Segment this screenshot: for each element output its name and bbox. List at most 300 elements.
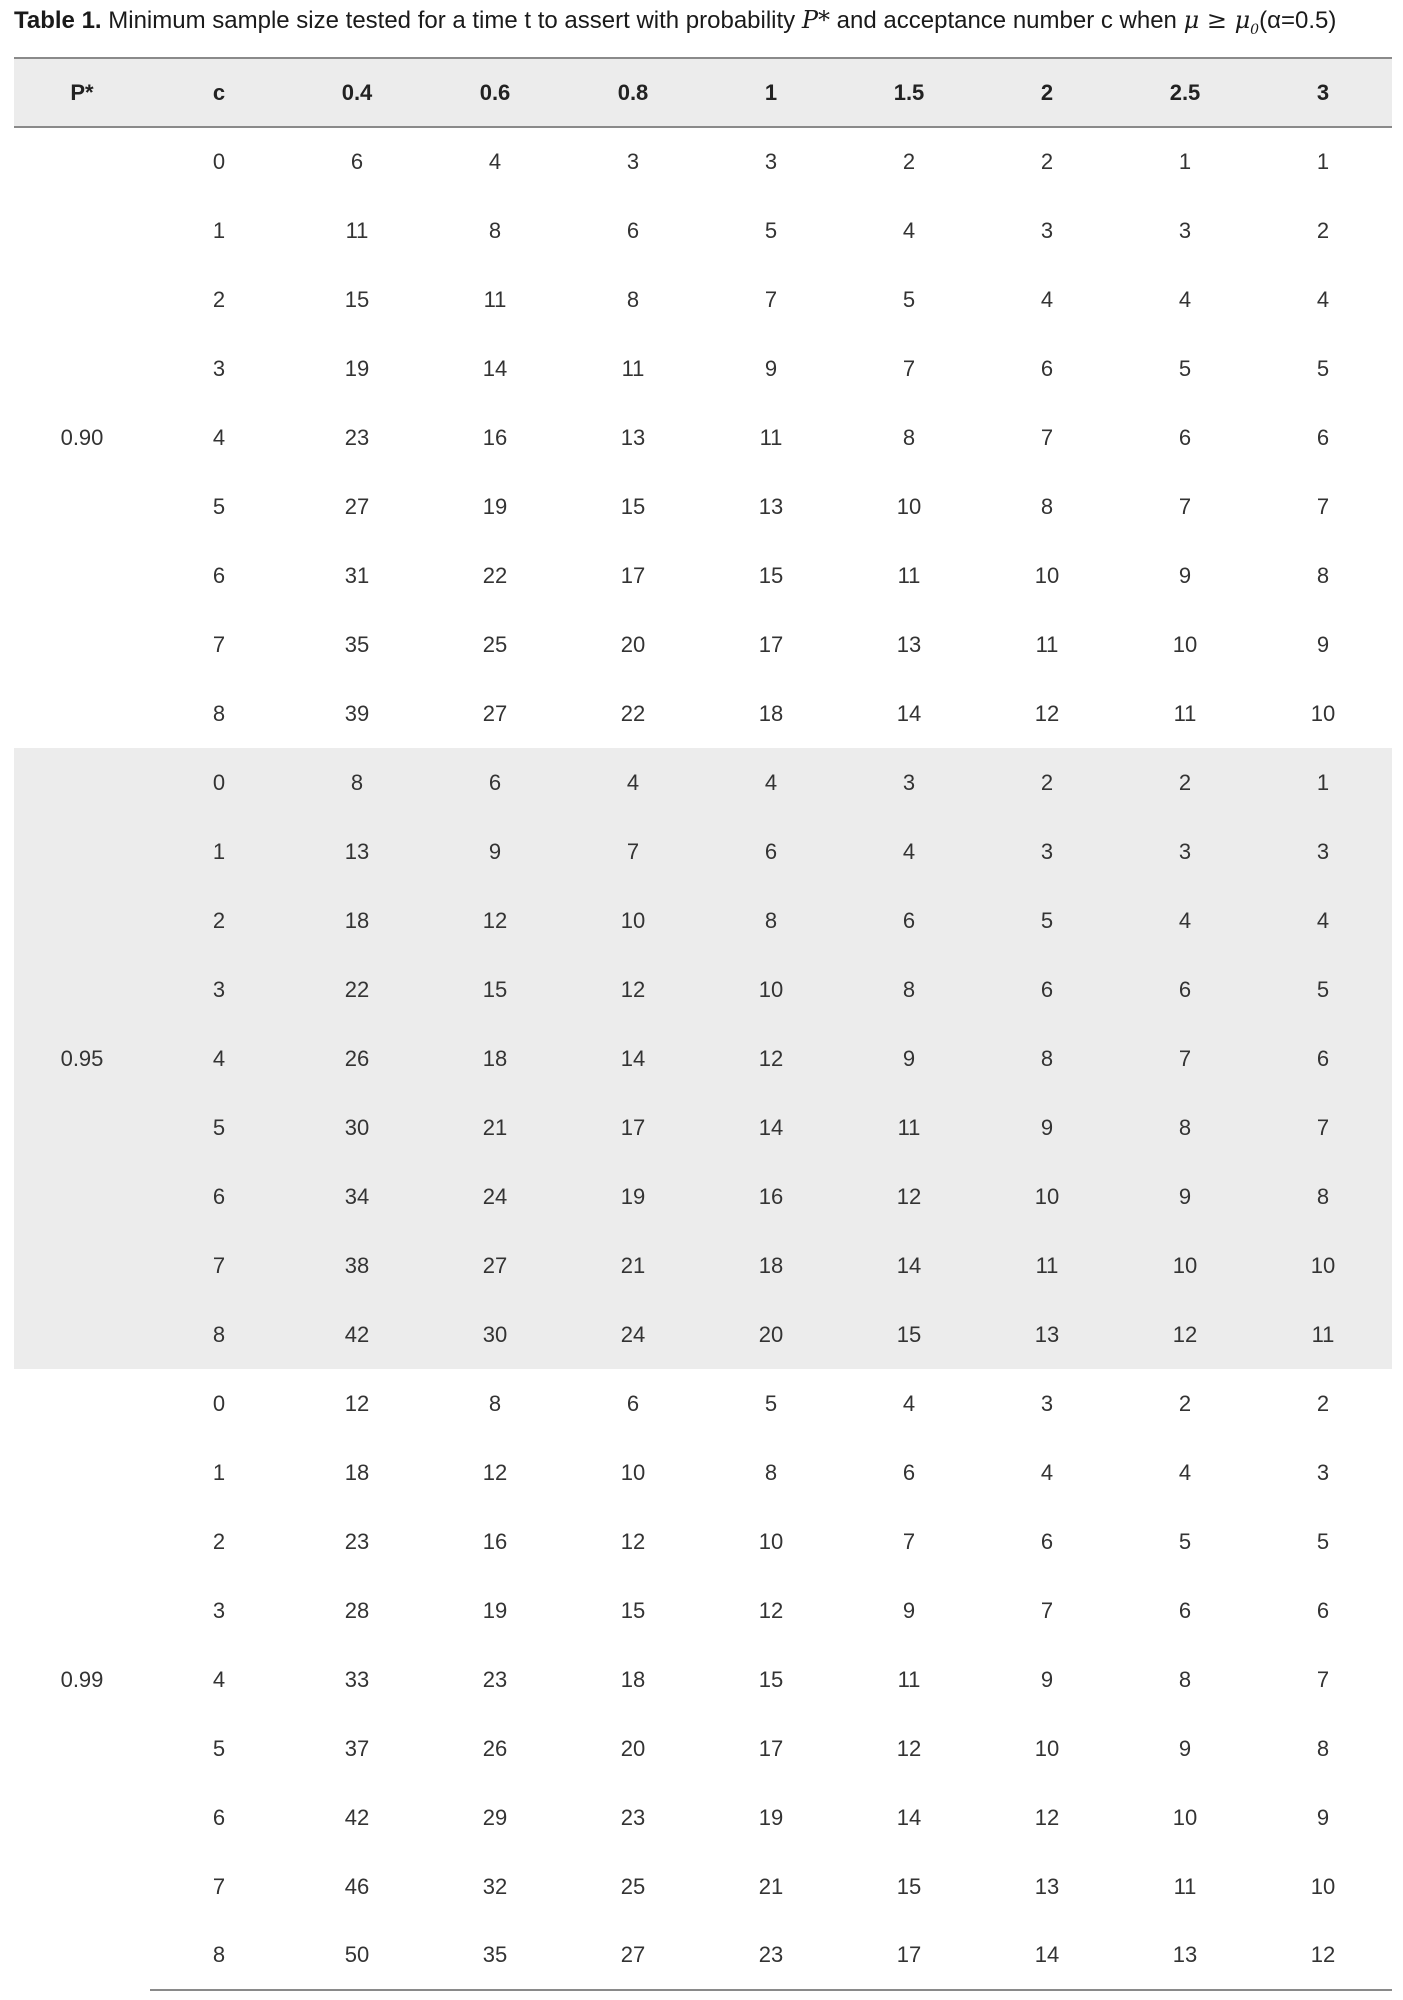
sample-size-cell: 8 (1040, 493, 1054, 519)
sample-size-cell: 15 (620, 493, 646, 519)
sample-size-cell: 12 (344, 1390, 370, 1416)
sample-size-cell: 4 (1316, 907, 1330, 933)
sample-size-cell: 4 (902, 217, 916, 243)
table-row (14, 1231, 1392, 1300)
sample-size-cell: 27 (344, 493, 370, 519)
sample-size-cell: 14 (896, 1804, 922, 1830)
sample-size-cell: 9 (1178, 562, 1192, 588)
group-090 (14, 127, 1392, 748)
sample-size-cell: 42 (344, 1321, 370, 1347)
table-row (14, 403, 1392, 472)
sample-size-cell: 8 (488, 217, 502, 243)
sample-size-cell: 25 (620, 1873, 646, 1899)
acceptance-number-cell: 0 (212, 769, 226, 795)
table-row (14, 127, 1392, 196)
sample-size-cell: 5 (1178, 1528, 1192, 1554)
sample-size-cell: 29 (482, 1804, 508, 1830)
sample-size-cell: 26 (482, 1735, 508, 1761)
sample-size-cell: 2 (1040, 769, 1054, 795)
column-header: 1.5 (840, 58, 978, 127)
sample-size-cell: 3 (1040, 1390, 1054, 1416)
sample-size-cell: 8 (902, 976, 916, 1002)
sample-size-cell: 14 (896, 1252, 922, 1278)
sample-size-cell: 14 (620, 1045, 646, 1071)
sample-size-cell: 23 (620, 1804, 646, 1830)
column-header: 0.6 (426, 58, 564, 127)
sample-size-cell: 7 (1040, 424, 1054, 450)
acceptance-number-cell: 2 (212, 1528, 226, 1554)
sample-size-cell: 15 (482, 976, 508, 1002)
table-row (14, 1024, 1392, 1093)
sample-size-cell: 3 (1178, 838, 1192, 864)
sample-size-cell: 11 (759, 424, 783, 450)
caption-text-middle: and acceptance number c when (830, 7, 1184, 34)
sample-size-cell: 14 (896, 700, 922, 726)
sample-size-cell: 5 (1316, 1528, 1330, 1554)
sample-size-cell: 4 (902, 838, 916, 864)
sample-size-cell: 9 (1178, 1183, 1192, 1209)
table-row (14, 541, 1392, 610)
sample-size-cell: 6 (1316, 1045, 1330, 1071)
sample-size-cell: 8 (626, 286, 640, 312)
sample-size-cell: 13 (1116, 1921, 1254, 1990)
acceptance-number-cell: 8 (150, 1921, 288, 1990)
caption-text-before: Minimum sample size tested for a time t to assert with probability (101, 7, 802, 34)
sample-size-cell: 7 (1316, 1666, 1330, 1692)
sample-size-cell: 16 (482, 424, 508, 450)
sample-size-cell: 8 (902, 424, 916, 450)
sample-size-cell: 10 (1310, 1252, 1336, 1278)
sample-size-cell: 10 (620, 1459, 646, 1485)
sample-size-cell: 9 (1316, 631, 1330, 657)
sample-size-cell: 10 (1172, 631, 1198, 657)
sample-size-cell: 6 (1040, 976, 1054, 1002)
caption-mu0-symbol: μ (1234, 6, 1251, 34)
table-caption (14, 2, 1394, 48)
table-row (14, 1438, 1392, 1507)
column-header: c (150, 58, 288, 127)
sample-size-cell: 3 (902, 769, 916, 795)
sample-size-cell: 17 (620, 562, 646, 588)
sample-size-cell: 9 (902, 1597, 916, 1623)
table-row (14, 1783, 1392, 1852)
sample-size-cell: 2 (1316, 217, 1330, 243)
sample-size-cell: 17 (758, 1735, 784, 1761)
acceptance-number-cell: 8 (212, 700, 226, 726)
acceptance-number-cell: 5 (212, 1114, 226, 1140)
sample-size-cell: 5 (764, 1390, 778, 1416)
sample-size-cell: 18 (758, 700, 784, 726)
acceptance-number-cell: 0 (212, 1390, 226, 1416)
sample-size-cell: 21 (620, 1252, 646, 1278)
sample-size-cell: 6 (1040, 1528, 1054, 1554)
sample-size-cell: 5 (902, 286, 916, 312)
table-row (14, 1369, 1392, 1438)
acceptance-number-cell: 6 (212, 562, 226, 588)
sample-size-cell: 23 (344, 1528, 370, 1554)
sample-size-cell: 10 (620, 907, 646, 933)
sample-size-cell: 6 (488, 769, 502, 795)
sample-size-cell: 7 (1316, 1114, 1330, 1140)
sample-size-cell: 13 (620, 424, 646, 450)
sample-size-cell: 4 (1178, 1459, 1192, 1485)
sample-size-cell: 4 (626, 769, 640, 795)
sample-size-cell: 12 (482, 1459, 508, 1485)
sample-size-cell: 30 (344, 1114, 370, 1140)
table-row (14, 1162, 1392, 1231)
sample-size-cell: 31 (344, 562, 370, 588)
sample-size-cell: 16 (758, 1183, 784, 1209)
pstar-cell: 0.99 (60, 1666, 104, 1692)
sample-size-cell: 18 (758, 1252, 784, 1278)
sample-size-cell: 10 (1034, 1735, 1060, 1761)
sample-size-cell: 15 (620, 1597, 646, 1623)
sample-size-cell: 16 (482, 1528, 508, 1554)
sample-size-cell: 18 (620, 1666, 646, 1692)
column-header: 1 (702, 58, 840, 127)
acceptance-number-cell: 7 (212, 1252, 226, 1278)
sample-size-cell: 12 (758, 1045, 784, 1071)
sample-size-cell: 7 (1316, 493, 1330, 519)
sample-size-cell: 9 (764, 355, 778, 381)
sample-size-cell: 11 (897, 562, 921, 588)
sample-size-cell: 24 (620, 1321, 646, 1347)
sample-size-cell: 20 (620, 631, 646, 657)
caption-pstar-symbol: P* (801, 6, 831, 34)
acceptance-number-cell: 1 (212, 838, 226, 864)
pstar-cell: 0.95 (60, 1045, 104, 1071)
sample-size-cell: 15 (896, 1321, 922, 1347)
sample-size-cell: 6 (1040, 355, 1054, 381)
acceptance-number-cell: 4 (212, 1045, 226, 1071)
acceptance-number-cell: 5 (212, 1735, 226, 1761)
sample-size-cell: 6 (1178, 976, 1192, 1002)
sample-size-cell: 6 (626, 217, 640, 243)
sample-size-cell: 9 (1316, 1804, 1330, 1830)
sample-size-cell: 8 (488, 1390, 502, 1416)
sample-size-cell: 19 (758, 1804, 784, 1830)
sample-size-cell: 2 (1178, 1390, 1192, 1416)
sample-size-cell: 6 (764, 838, 778, 864)
sample-size-cell: 8 (350, 769, 364, 795)
sample-size-cell: 11 (483, 286, 507, 312)
acceptance-number-cell: 1 (212, 1459, 226, 1485)
sample-size-cell: 8 (764, 907, 778, 933)
acceptance-number-cell: 6 (212, 1804, 226, 1830)
sample-size-cell: 2 (1316, 1390, 1330, 1416)
sample-size-cell: 11 (897, 1666, 921, 1692)
caption-mu-symbol: μ (1183, 6, 1200, 34)
sample-size-cell: 12 (758, 1597, 784, 1623)
sample-size-cell: 21 (482, 1114, 508, 1140)
sample-size-cell: 12 (896, 1735, 922, 1761)
table-row (14, 610, 1392, 679)
table-row (14, 1093, 1392, 1162)
sample-size-cell: 27 (482, 1252, 508, 1278)
sample-size-cell: 11 (1035, 631, 1059, 657)
acceptance-number-cell: 2 (212, 907, 226, 933)
group-095 (14, 748, 1392, 1369)
sample-size-cell: 13 (344, 838, 370, 864)
sample-size-cell: 15 (758, 1666, 784, 1692)
caption-alpha-text: (α=0.5) (1259, 7, 1337, 34)
table-row (14, 1645, 1392, 1714)
acceptance-number-cell: 3 (212, 976, 226, 1002)
sample-size-cell: 42 (344, 1804, 370, 1830)
sample-size-cell: 3 (1040, 217, 1054, 243)
table-row (14, 334, 1392, 403)
sample-size-table-container (14, 57, 1392, 1991)
sample-size-cell: 7 (902, 1528, 916, 1554)
sample-size-cell: 11 (897, 1114, 921, 1140)
sample-size-cell: 23 (344, 424, 370, 450)
sample-size-cell: 50 (288, 1921, 426, 1990)
sample-size-cell: 4 (1040, 286, 1054, 312)
sample-size-cell: 37 (344, 1735, 370, 1761)
sample-size-cell: 27 (482, 700, 508, 726)
sample-size-cell: 13 (1034, 1321, 1060, 1347)
sample-size-cell: 19 (482, 1597, 508, 1623)
sample-size-cell: 18 (344, 907, 370, 933)
sample-size-cell: 12 (1254, 1921, 1392, 1990)
sample-size-cell: 11 (1173, 1873, 1197, 1899)
table-row (14, 1507, 1392, 1576)
table-row (14, 817, 1392, 886)
sample-size-cell: 7 (1040, 1597, 1054, 1623)
sample-size-cell: 4 (902, 1390, 916, 1416)
sample-size-cell: 10 (896, 493, 922, 519)
sample-size-cell: 13 (1034, 1873, 1060, 1899)
sample-size-cell: 10 (1172, 1252, 1198, 1278)
sample-size-cell: 9 (488, 838, 502, 864)
table-row (14, 1714, 1392, 1783)
caption-mu0-subscript: 0 (1250, 21, 1260, 38)
sample-size-cell: 17 (620, 1114, 646, 1140)
table-row (14, 748, 1392, 817)
sample-size-cell: 9 (1040, 1666, 1054, 1692)
sample-size-cell: 4 (1040, 1459, 1054, 1485)
sample-size-cell: 4 (1316, 286, 1330, 312)
sample-size-cell: 4 (1178, 286, 1192, 312)
sample-size-cell: 20 (620, 1735, 646, 1761)
sample-size-cell: 22 (344, 976, 370, 1002)
sample-size-cell: 12 (1172, 1321, 1198, 1347)
sample-size-cell: 10 (1034, 562, 1060, 588)
table-header (14, 58, 1392, 127)
caption-geq-symbol: ≥ (1199, 6, 1235, 34)
sample-size-cell: 14 (758, 1114, 784, 1140)
sample-size-cell: 10 (758, 976, 784, 1002)
sample-size-cell: 30 (482, 1321, 508, 1347)
sample-size-cell: 32 (482, 1873, 508, 1899)
sample-size-cell: 11 (1173, 700, 1197, 726)
column-header: 2 (978, 58, 1116, 127)
acceptance-number-cell: 3 (212, 355, 226, 381)
sample-size-cell: 15 (896, 1873, 922, 1899)
sample-size-cell: 12 (896, 1183, 922, 1209)
sample-size-cell: 2 (902, 149, 916, 174)
sample-size-cell: 10 (1310, 700, 1336, 726)
group-099 (14, 1369, 1392, 1990)
sample-size-cell: 14 (978, 1921, 1116, 1990)
sample-size-cell: 6 (626, 1390, 640, 1416)
header-row (14, 58, 1392, 127)
sample-size-cell: 12 (482, 907, 508, 933)
sample-size-cell: 6 (1178, 424, 1192, 450)
acceptance-number-cell: 5 (212, 493, 226, 519)
acceptance-number-cell: 2 (212, 286, 226, 312)
sample-size-cell: 10 (1034, 1183, 1060, 1209)
acceptance-number-cell: 4 (212, 424, 226, 450)
sample-size-cell: 11 (1035, 1252, 1059, 1278)
sample-size-cell: 39 (344, 700, 370, 726)
sample-size-cell: 10 (1172, 1804, 1198, 1830)
sample-size-table (14, 57, 1392, 1991)
sample-size-cell: 5 (764, 217, 778, 243)
sample-size-cell: 46 (344, 1873, 370, 1899)
sample-size-cell: 12 (620, 1528, 646, 1554)
sample-size-cell: 7 (764, 286, 778, 312)
sample-size-cell: 6 (1316, 424, 1330, 450)
sample-size-cell: 6 (1316, 1597, 1330, 1623)
acceptance-number-cell: 4 (212, 1666, 226, 1692)
sample-size-cell: 5 (1316, 355, 1330, 381)
acceptance-number-cell: 1 (212, 217, 226, 243)
sample-size-cell: 8 (1040, 1045, 1054, 1071)
sample-size-cell: 8 (1316, 562, 1330, 588)
sample-size-cell: 18 (482, 1045, 508, 1071)
table-row (14, 1576, 1392, 1645)
column-header: 2.5 (1116, 58, 1254, 127)
sample-size-cell: 38 (344, 1252, 370, 1278)
sample-size-cell: 23 (702, 1921, 840, 1990)
sample-size-cell: 22 (620, 700, 646, 726)
sample-size-cell: 11 (1311, 1321, 1335, 1347)
acceptance-number-cell: 7 (212, 631, 226, 657)
acceptance-number-cell: 3 (212, 1597, 226, 1623)
sample-size-cell: 7 (1178, 493, 1192, 519)
table-row (14, 679, 1392, 748)
table-row (14, 886, 1392, 955)
sample-size-cell: 4 (488, 149, 502, 174)
caption-label: Table 1. (14, 7, 102, 34)
sample-size-cell: 5 (1316, 976, 1330, 1002)
sample-size-cell: 15 (344, 286, 370, 312)
sample-size-cell: 3 (626, 149, 640, 174)
sample-size-cell: 9 (1178, 1735, 1192, 1761)
sample-size-cell: 6 (902, 1459, 916, 1485)
table-row (14, 955, 1392, 1024)
sample-size-cell: 19 (344, 355, 370, 381)
acceptance-number-cell: 8 (212, 1321, 226, 1347)
sample-size-cell: 8 (1316, 1735, 1330, 1761)
sample-size-cell: 12 (1034, 700, 1060, 726)
sample-size-cell: 33 (344, 1666, 370, 1692)
table-row (14, 196, 1392, 265)
column-header: 0.4 (288, 58, 426, 127)
sample-size-cell: 8 (1178, 1114, 1192, 1140)
acceptance-number-cell: 0 (212, 149, 226, 174)
sample-size-cell: 34 (344, 1183, 370, 1209)
sample-size-cell: 17 (758, 631, 784, 657)
sample-size-cell: 9 (902, 1045, 916, 1071)
sample-size-cell: 19 (620, 1183, 646, 1209)
sample-size-cell: 27 (564, 1921, 702, 1990)
sample-size-cell: 24 (482, 1183, 508, 1209)
sample-size-cell: 8 (1178, 1666, 1192, 1692)
sample-size-cell: 9 (1040, 1114, 1054, 1140)
sample-size-cell: 10 (758, 1528, 784, 1554)
sample-size-cell: 22 (482, 562, 508, 588)
sample-size-cell: 19 (482, 493, 508, 519)
sample-size-cell: 21 (758, 1873, 784, 1899)
sample-size-cell: 1 (1178, 149, 1192, 174)
sample-size-cell: 11 (621, 355, 645, 381)
sample-size-cell: 8 (1316, 1183, 1330, 1209)
sample-size-cell: 15 (758, 562, 784, 588)
table-row (14, 1852, 1392, 1921)
sample-size-cell: 35 (426, 1921, 564, 1990)
sample-size-cell: 1 (1316, 149, 1330, 174)
column-header: P* (14, 58, 150, 127)
column-header: 0.8 (564, 58, 702, 127)
sample-size-cell: 12 (620, 976, 646, 1002)
sample-size-cell: 3 (1040, 838, 1054, 864)
sample-size-cell: 3 (1178, 217, 1192, 243)
sample-size-cell: 7 (626, 838, 640, 864)
sample-size-cell: 4 (1178, 907, 1192, 933)
table-row (14, 265, 1392, 334)
table-row (14, 472, 1392, 541)
sample-size-cell: 5 (1040, 907, 1054, 933)
column-header: 3 (1254, 58, 1392, 127)
sample-size-cell: 6 (350, 149, 364, 174)
sample-size-cell: 2 (1040, 149, 1054, 174)
sample-size-cell: 13 (758, 493, 784, 519)
sample-size-cell: 5 (1178, 355, 1192, 381)
sample-size-cell: 4 (764, 769, 778, 795)
acceptance-number-cell: 7 (212, 1873, 226, 1899)
sample-size-cell: 25 (482, 631, 508, 657)
sample-size-cell: 23 (482, 1666, 508, 1692)
sample-size-cell: 12 (1034, 1804, 1060, 1830)
sample-size-cell: 28 (344, 1597, 370, 1623)
sample-size-cell: 13 (896, 631, 922, 657)
sample-size-cell: 35 (344, 631, 370, 657)
sample-size-cell: 7 (902, 355, 916, 381)
sample-size-cell: 20 (758, 1321, 784, 1347)
sample-size-cell: 3 (764, 149, 778, 174)
sample-size-cell: 10 (1310, 1873, 1336, 1899)
table-row (14, 1921, 1392, 1990)
sample-size-cell: 7 (1178, 1045, 1192, 1071)
sample-size-cell: 3 (1316, 838, 1330, 864)
pstar-cell: 0.90 (60, 425, 104, 450)
table-row (14, 1300, 1392, 1369)
sample-size-cell: 6 (902, 907, 916, 933)
sample-size-cell: 6 (1178, 1597, 1192, 1623)
sample-size-cell: 8 (764, 1459, 778, 1485)
acceptance-number-cell: 6 (212, 1183, 226, 1209)
sample-size-cell: 3 (1316, 1459, 1330, 1485)
sample-size-cell: 18 (344, 1459, 370, 1485)
sample-size-cell: 17 (840, 1921, 978, 1990)
sample-size-cell: 2 (1178, 769, 1192, 795)
sample-size-cell: 14 (482, 355, 508, 381)
sample-size-cell: 11 (345, 217, 369, 243)
sample-size-cell: 26 (344, 1045, 370, 1071)
sample-size-cell: 1 (1316, 769, 1330, 795)
